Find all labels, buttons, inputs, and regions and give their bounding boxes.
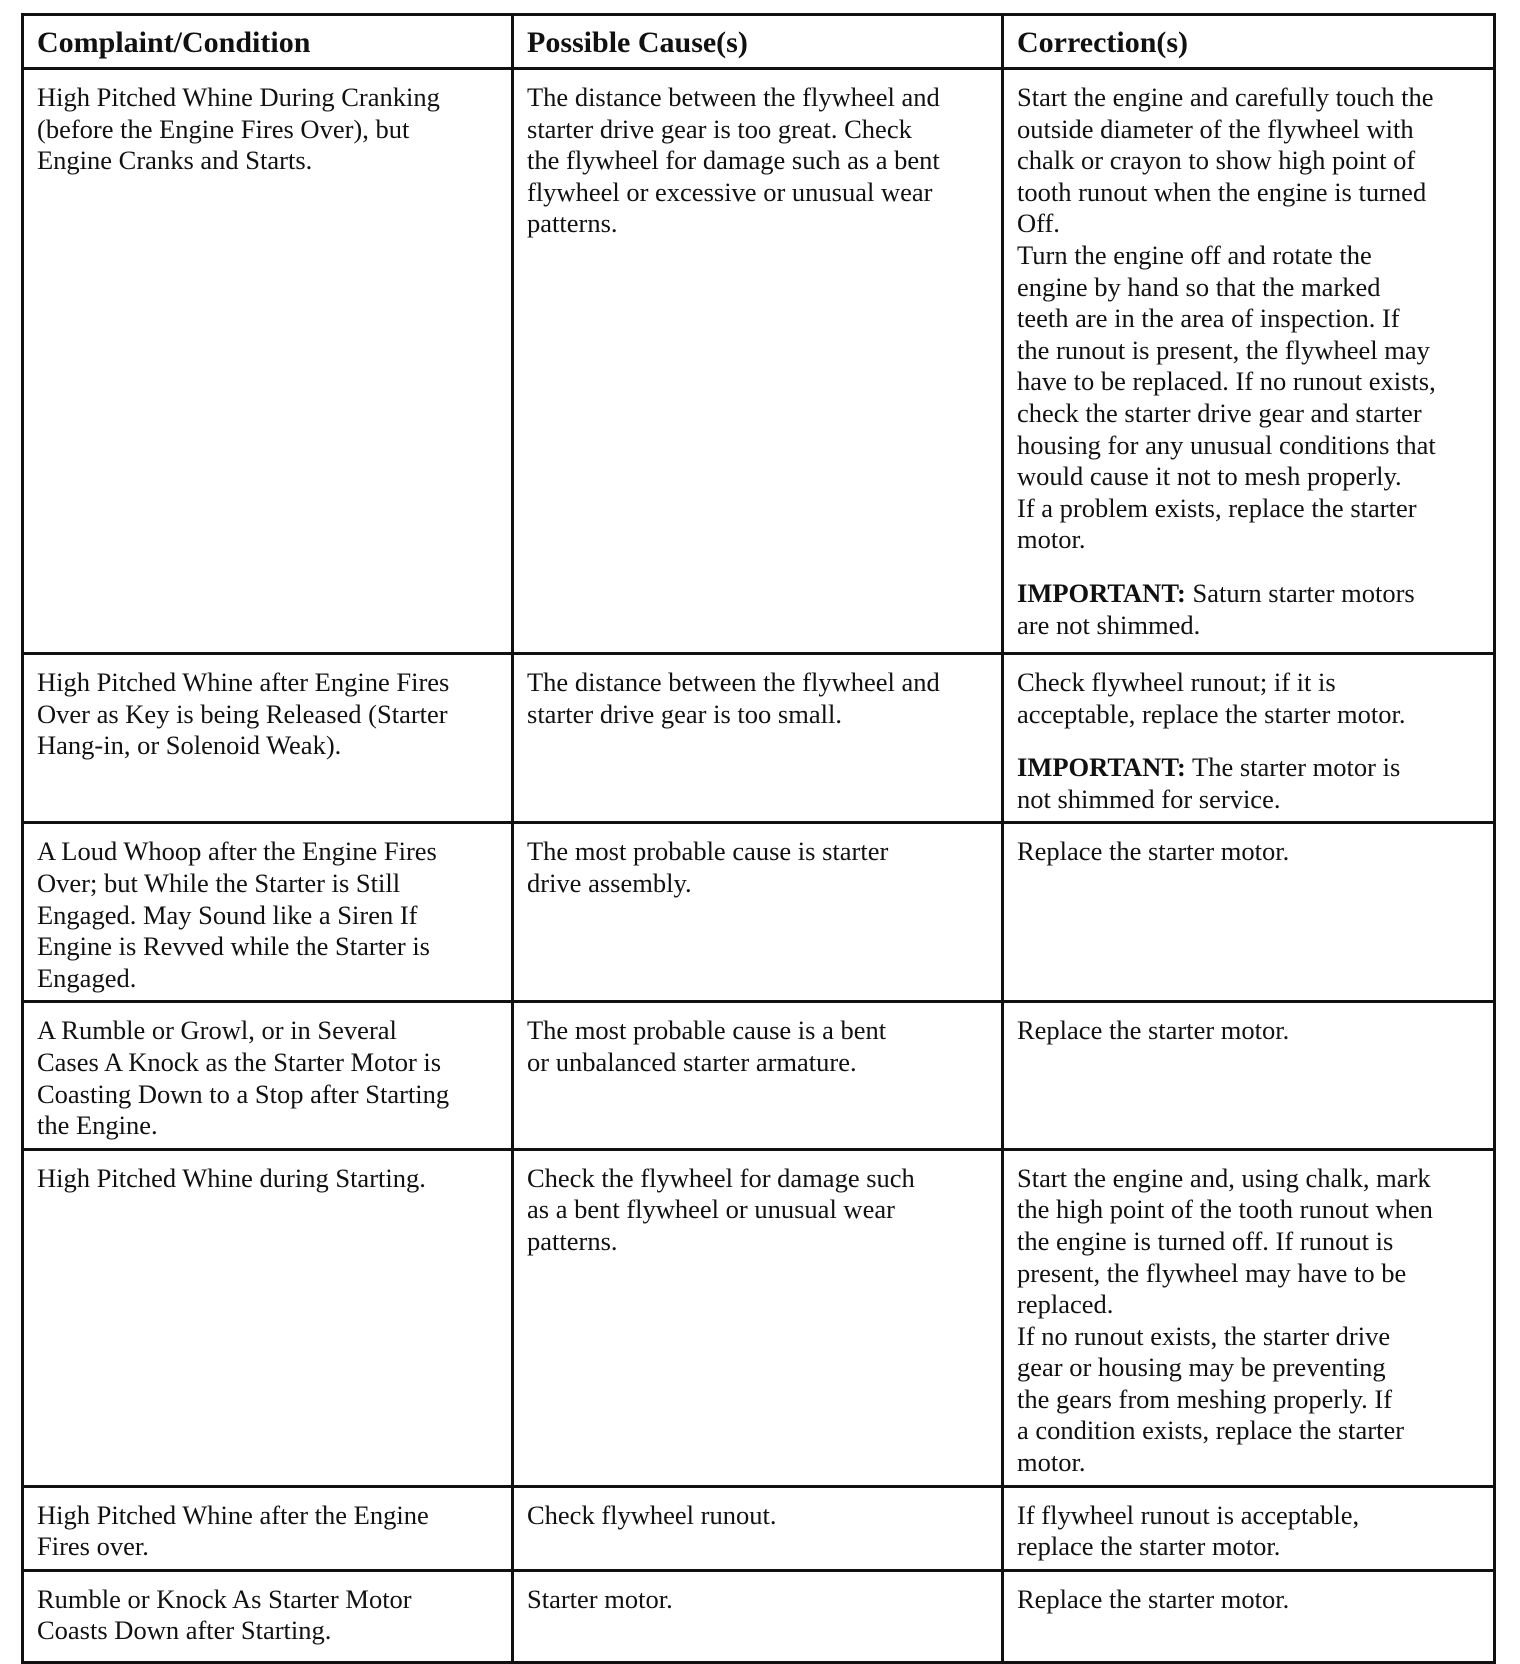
cause-text: The distance between the flywheel and starter drive gear is too small.: [527, 667, 940, 729]
complaint-text: A Loud Whoop after the Engine Fires Over; but While the Starter is Still Engaged. May Sound like a Siren If Engine is Revved while the Starter is Engaged.: [37, 836, 437, 993]
table-row: [23, 1002, 1495, 1149]
complaint-cell: [23, 1570, 513, 1662]
correction-cell: [1003, 1149, 1495, 1486]
correction-text: Start the engine and, using chalk, mark the high point of the tooth runout when the engine is turned off. If runout is present, the flywheel may have to be replaced. If no runout exists, the starter drive gear or housing may be preventing the gears from meshing properly. If a condition exists, replace the starter motor.: [1017, 1162, 1433, 1478]
important-note: [1017, 752, 1481, 815]
cause-text: Check flywheel runout.: [527, 1499, 777, 1530]
important-note-text: The starter motor is not shimmed for service.: [1017, 752, 1401, 814]
column-header-complaint: Complaint/Condition: [23, 15, 513, 69]
important-label: IMPORTANT:: [1017, 577, 1186, 608]
complaint-text: Rumble or Knock As Starter Motor Coasts Down after Starting.: [37, 1583, 412, 1646]
complaint-text: High Pitched Whine During Cranking (before the Engine Fires Over), but Engine Cranks and Starts.: [37, 82, 440, 176]
complaint-cell: [23, 1002, 513, 1149]
complaint-cell: [23, 654, 513, 823]
complaint-text: High Pitched Whine during Starting.: [37, 1162, 426, 1193]
cause-cell: [513, 69, 1003, 654]
complaint-cell: [23, 1149, 513, 1486]
correction-text: Check flywheel runout; if it is acceptable, replace the starter motor.: [1017, 667, 1406, 729]
cause-cell: [513, 654, 1003, 823]
correction-cell: [1003, 823, 1495, 1002]
table-row: [23, 1149, 1495, 1486]
important-label: IMPORTANT:: [1017, 752, 1186, 783]
table-row: [23, 69, 1495, 654]
cause-cell: [513, 1149, 1003, 1486]
diagnosis-table: [21, 13, 1496, 1664]
header-row: [23, 15, 1495, 69]
correction-cell: [1003, 654, 1495, 823]
correction-cell: [1003, 69, 1495, 654]
important-note-text: Saturn starter motors are not shimmed.: [1017, 577, 1415, 640]
correction-cell: [1003, 1486, 1495, 1570]
correction-text: Replace the starter motor.: [1017, 1583, 1290, 1614]
column-header-cause: Possible Cause(s): [513, 15, 1003, 69]
correction-text: If flywheel runout is acceptable, replace the starter motor.: [1017, 1499, 1360, 1562]
complaint-text: High Pitched Whine after Engine Fires Over as Key is being Released (Starter Hang-in, or Solenoid Weak).: [37, 667, 450, 761]
cause-text: The distance between the flywheel and starter drive gear is too great. Check the flywheel for damage such as a bent flywheel or excessive or unusual wear patterns.: [527, 82, 940, 239]
correction-text: Replace the starter motor.: [1017, 1015, 1290, 1046]
complaint-text: A Rumble or Growl, or in Several Cases A Knock as the Starter Motor is Coasting Down to a Stop after Starting the Engine.: [37, 1015, 450, 1141]
cause-cell: [513, 1002, 1003, 1149]
correction-cell: [1003, 1002, 1495, 1149]
cause-text: Check the flywheel for damage such as a bent flywheel or unusual wear patterns.: [527, 1162, 915, 1256]
cause-cell: [513, 1486, 1003, 1570]
cause-text: Starter motor.: [527, 1583, 673, 1614]
correction-cell: [1003, 1570, 1495, 1662]
cause-text: The most probable cause is starter drive assembly.: [527, 836, 889, 898]
correction-text: Start the engine and carefully touch the outside diameter of the flywheel with chalk or crayon to show high point of tooth runout when the engine is turned Off. Turn the engine off and rotate the engine by hand so that the marked teeth are in the area of inspection. If the runout is present, the flywheel may have to be replaced. If no runout exists, check the starter drive gear and starter housing for any unusual conditions that would cause it not to mesh properly. If a problem exists, replace the starter motor.: [1017, 82, 1436, 555]
correction-text: Replace the starter motor.: [1017, 836, 1290, 867]
column-header-correction: Correction(s): [1003, 15, 1495, 69]
important-note: [1017, 578, 1481, 641]
table-row: [23, 1570, 1495, 1662]
table-row: [23, 654, 1495, 823]
table-row: [23, 823, 1495, 1002]
cause-cell: [513, 823, 1003, 1002]
cause-text: The most probable cause is a bent or unbalanced starter armature.: [527, 1015, 887, 1077]
cause-cell: [513, 1570, 1003, 1662]
complaint-cell: [23, 823, 513, 1002]
table-row: [23, 1486, 1495, 1570]
complaint-cell: [23, 1486, 513, 1570]
complaint-text: High Pitched Whine after the Engine Fires over.: [37, 1499, 429, 1562]
complaint-cell: [23, 69, 513, 654]
